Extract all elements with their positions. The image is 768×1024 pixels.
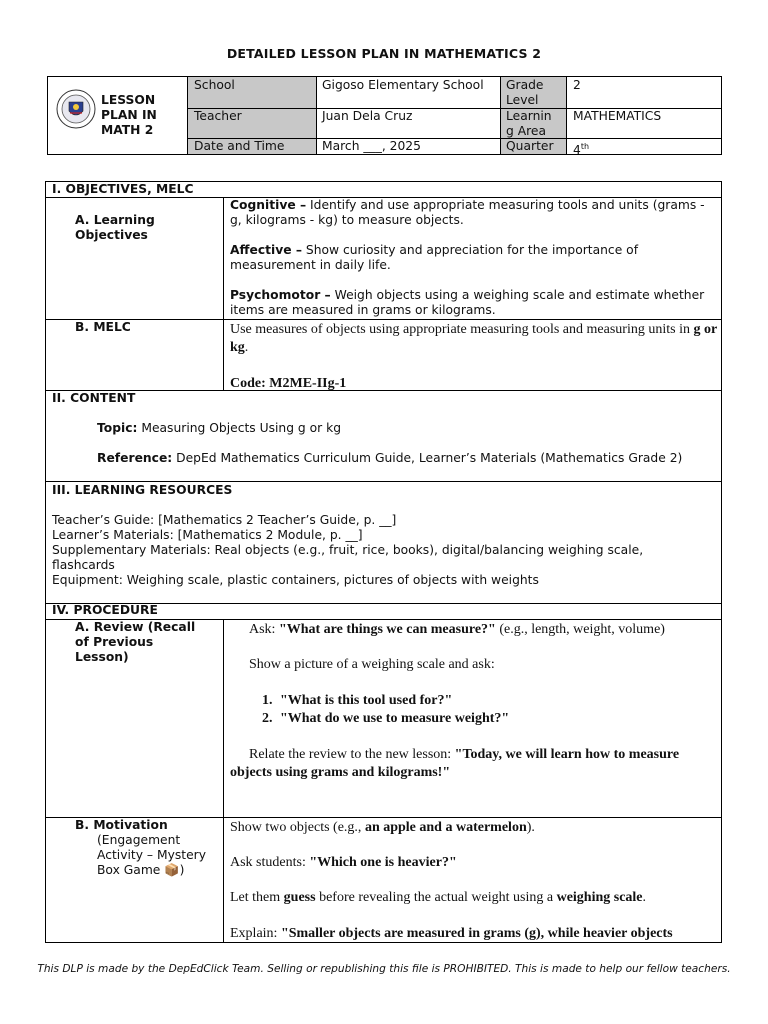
- date-label: Date and Time: [194, 139, 285, 153]
- review-relate: Relate the review to the new lesson: "Today, we will learn how to measure objects using grams and kilograms!": [230, 747, 680, 780]
- melc-text: Use measures of objects using appropriate measuring tools and measuring units in g or kg.: [230, 322, 717, 355]
- review-questions: [248, 692, 718, 728]
- resource-equipment: Equipment: Weighing scale, plastic containers, pictures of objects with weights: [52, 573, 539, 587]
- teacher-label: Teacher: [194, 109, 242, 123]
- motivation-guess: Let them guess before revealing the actual weight using a weighing scale.: [230, 890, 647, 905]
- procedure-heading: IV. PROCEDURE: [52, 603, 158, 617]
- lesson-table: [45, 181, 722, 943]
- resource-teachers-guide: Teacher’s Guide: [Mathematics 2 Teacher’s Guide, p. __]: [52, 513, 397, 527]
- quarter-label: Quarter: [506, 139, 554, 153]
- footer-notice: This DLP is made by the DepEdClick Team. Selling or republishing this file is PROHIBITED. This is made to help our fellow teachers.: [37, 963, 731, 975]
- header-table: [47, 76, 722, 158]
- resources-heading: III. LEARNING RESOURCES: [52, 483, 233, 497]
- review-ask: Ask: "What are things we can measure?" (e.g., length, weight, volume): [249, 622, 665, 637]
- review-label: A. Review (Recall of Previous Lesson): [75, 620, 196, 664]
- school-value: Gigoso Elementary School: [322, 78, 484, 92]
- content-heading: II. CONTENT: [52, 391, 136, 405]
- review-show: Show a picture of a weighing scale and ask:: [249, 657, 495, 672]
- melc-label: B. MELC: [75, 320, 131, 334]
- teacher-value: Juan Dela Cruz: [322, 109, 413, 123]
- learning-area-label: Learnin g Area: [506, 109, 552, 138]
- resource-supplementary: Supplementary Materials: Real objects (e.g., fruit, rice, books), digital/balancing weighing scale, flashcards: [52, 543, 644, 572]
- cognitive-objective: Cognitive – Identify and use appropriate measuring tools and units (grams - g, kilograms - kg) to measure objects.: [230, 198, 705, 227]
- content-topic: Topic: Measuring Objects Using g or kg: [97, 421, 342, 435]
- objectives-heading: I. OBJECTIVES, MELC: [52, 182, 194, 196]
- school-label: School: [194, 78, 235, 92]
- motivation-ask: Ask students: "Which one is heavier?": [230, 855, 457, 870]
- grade-label: Grade Level: [506, 78, 544, 107]
- affective-objective: Affective – Show curiosity and appreciation for the importance of measurement in daily life.: [230, 243, 639, 272]
- psychomotor-objective: Psychomotor – Weigh objects using a weighing scale and estimate whether items are measured in grams or kilograms.: [230, 288, 705, 317]
- melc-code: Code: M2ME-IIg-1: [230, 376, 347, 391]
- review-question-1: 1. "What is this tool used for?": [276, 692, 718, 710]
- learning-objectives-label: A. Learning Objectives: [75, 213, 155, 242]
- motivation-show: Show two objects (e.g., an apple and a watermelon).: [230, 820, 535, 835]
- logo-label: LESSON PLAN IN MATH 2: [101, 93, 157, 137]
- content-reference: Reference: DepEd Mathematics Curriculum Guide, Learner’s Materials (Mathematics Grade 2): [97, 451, 683, 465]
- date-value: March ___, 2025: [322, 139, 421, 153]
- learning-area-value: MATHEMATICS: [573, 109, 662, 123]
- resource-learners-materials: Learner’s Materials: [Mathematics 2 Module, p. __]: [52, 528, 363, 542]
- motivation-label: B. Motivation (Engagement Activity – Mystery Box Game 📦): [75, 818, 206, 877]
- document-title: DETAILED LESSON PLAN IN MATHEMATICS 2: [226, 46, 542, 61]
- quarter-value: 4th: [573, 142, 590, 158]
- deped-seal-icon: [56, 89, 96, 129]
- grade-value: 2: [573, 78, 581, 92]
- review-question-2: 2. "What do we use to measure weight?": [276, 710, 718, 728]
- motivation-explain: Explain: "Smaller objects are measured in grams (g), while heavier objects: [230, 926, 673, 941]
